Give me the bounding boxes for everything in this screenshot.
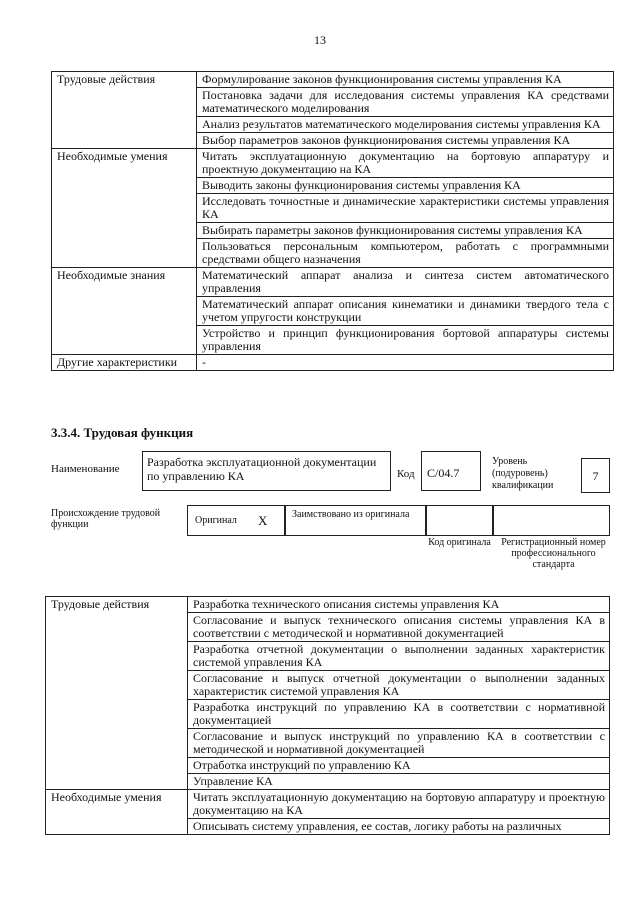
- table-row: [46, 790, 610, 819]
- row-category-label: Необходимые знания: [52, 268, 197, 355]
- row-item-text: Математический аппарат описания кинематики и динамики твердого тела с учетом упругости конструкции: [197, 297, 614, 326]
- name-label: Наименование: [51, 463, 120, 475]
- code-value: C/04.7: [427, 466, 460, 480]
- table-row: [52, 268, 614, 297]
- code-box: [421, 451, 481, 491]
- row-item-text: Разработка инструкций по управлению КА в соответствии с нормативной документацией: [188, 700, 610, 729]
- row-item-text: Выбирать параметры законов функционирования системы управления КА: [197, 223, 614, 239]
- borrowed-label: Заимствовано из оригинала: [292, 509, 410, 520]
- origin-code-cell: [426, 505, 493, 536]
- level-value: 7: [592, 469, 599, 483]
- reg-number-cell: [493, 505, 610, 536]
- reg-number-caption: Регистрационный номер профессионального стандарта: [501, 537, 606, 570]
- row-item-text: Отработка инструкций по управлению КА: [188, 758, 610, 774]
- row-item-text: Устройство и принцип функционирования бортовой аппаратуры системы управления: [197, 326, 614, 355]
- origin-code-caption: Код оригинала: [428, 537, 491, 548]
- page-number: 13: [314, 33, 326, 47]
- row-item-text: Постановка задачи для исследования системы управления КА средствами математического моделирования: [197, 88, 614, 117]
- row-item-text: Пользоваться персональным компьютером, работать с программными средствами общего назначения: [197, 239, 614, 268]
- row-item-text: Согласование и выпуск технического описания системы управления КА в соответствии с методической и нормативной документацией: [188, 613, 610, 642]
- function-name-value: Разработка эксплуатационной документации по управлению КА: [147, 455, 377, 483]
- table1-body: [52, 72, 614, 371]
- row-item-text: Согласование и выпуск отчетной документации о выполнении заданных характеристик системой управления КА: [188, 671, 610, 700]
- borrowed-cell: [285, 505, 426, 536]
- table-row: [52, 355, 614, 371]
- row-category-label: Трудовые действия: [52, 72, 197, 149]
- row-item-text: Выбор параметров законов функционирования системы управления КА: [197, 133, 614, 149]
- row-item-text: Описывать систему управления, ее состав, логику работы на различных: [188, 819, 610, 835]
- original-mark: X: [258, 513, 268, 528]
- row-item-text: -: [197, 355, 614, 371]
- requirements-table-1: [51, 71, 614, 371]
- row-item-text: Выводить законы функционирования системы управления КА: [197, 178, 614, 194]
- row-item-text: Анализ результатов математического моделирования системы управления КА: [197, 117, 614, 133]
- row-item-text: Разработка отчетной документации о выполнении заданных характеристик системой управления КА: [188, 642, 610, 671]
- row-item-text: Читать эксплуатационную документацию на бортовую аппаратуру и проектную документацию на КА: [197, 149, 614, 178]
- function-name-box: [142, 451, 391, 491]
- level-label: Уровень (подуровень) квалификации: [492, 456, 554, 491]
- section-title: 3.3.4. Трудовая функция: [51, 425, 194, 440]
- requirements-table-2: [45, 596, 610, 835]
- level-box: [581, 458, 610, 493]
- row-item-text: Читать эксплуатационную документацию на бортовую аппаратуру и проектную документацию на КА: [188, 790, 610, 819]
- origin-label: Происхождение трудовой функции: [51, 508, 161, 530]
- original-cell: [187, 505, 285, 536]
- row-item-text: Исследовать точностные и динамические характеристики системы управления КА: [197, 194, 614, 223]
- row-item-text: Управление КА: [188, 774, 610, 790]
- table-row: [46, 597, 610, 613]
- row-category-label: Трудовые действия: [46, 597, 188, 790]
- original-label: Оригинал: [195, 515, 237, 526]
- row-category-label: Другие характеристики: [52, 355, 197, 371]
- row-category-label: Необходимые умения: [52, 149, 197, 268]
- row-item-text: Разработка технического описания системы управления КА: [188, 597, 610, 613]
- row-item-text: Математический аппарат анализа и синтеза систем автоматического управления: [197, 268, 614, 297]
- code-label: Код: [397, 468, 415, 480]
- row-category-label: Необходимые умения: [46, 790, 188, 835]
- row-item-text: Согласование и выпуск инструкций по управлению КА в соответствии с методической и нормативной документацией: [188, 729, 610, 758]
- table-row: [52, 72, 614, 88]
- table-row: [52, 149, 614, 178]
- table2-body: [46, 597, 610, 835]
- row-item-text: Формулирование законов функционирования системы управления КА: [197, 72, 614, 88]
